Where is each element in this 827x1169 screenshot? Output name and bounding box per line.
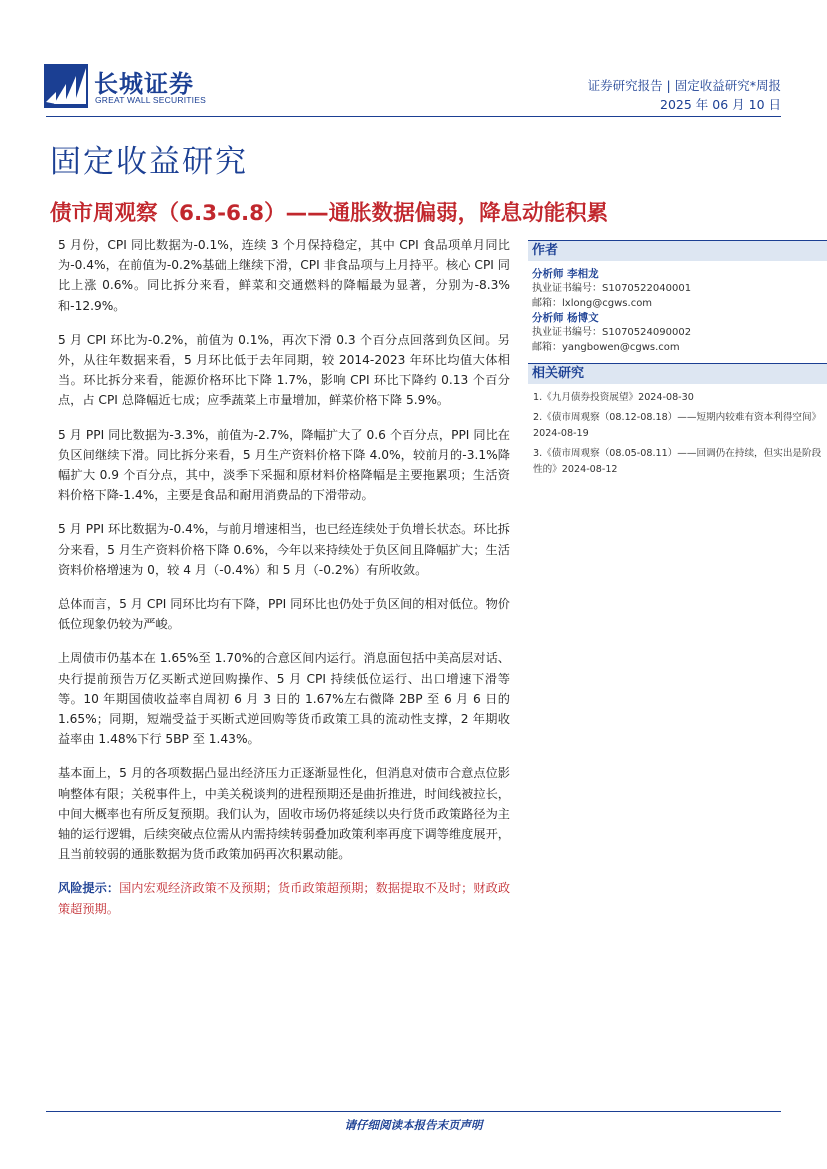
report-title: 债市周观察（6.3-6.8）——通胀数据偏弱，降息动能积累 (50, 201, 609, 226)
header-divider (46, 116, 781, 117)
section-title: 固定收益研究 (50, 144, 248, 180)
paragraph: 基本面上，5 月的各项数据凸显出经济压力正逐渐显性化，但消息对债市合意点位影响整体有限；关税事件上，中美关税谈判的进程预期还是曲折推进，时间线被拉长，中间大概率也有所反复预期。我们认为，固收市场仍将延续以央行货币政策路径为主轴的运行逻辑，后续突破点位需从内需持续转弱叠加政策利率再度下调等维度展开，且当前较弱的通胀数据为货币政策加码再次积累动能。 (58, 766, 510, 862)
related-research-list (528, 390, 827, 478)
header-meta (588, 76, 781, 114)
analyst-name: 分析师 李相龙 (532, 268, 599, 280)
analyst-email[interactable]: 邮箱：lxlong@cgws.com (532, 297, 653, 309)
paragraph: 5 月 PPI 同比数据为-3.3%，前值为-2.7%，降幅扩大了 0.6 个百分点，PPI 同比在负区间继续下滑。同比拆分来看，5 月生产资料价格下降 4.0%，较前月的-3.1%降幅扩大 0.9 个百分点，其中，淡季下采掘和原材料价格降幅是主要拖累项；生活资料价格下降-1.4%，主要是食品和耐用消费品的下滑带动。 (58, 427, 510, 503)
main-body (58, 235, 510, 933)
related-research-item[interactable]: 2.《债市周观察（08.12-08.18）——短期内较难有资本利得空间》2024-08-19 (533, 412, 822, 439)
paragraph: 5 月 PPI 环比数据为-0.4%，与前月增速相当，也已经连续处于负增长状态。环比拆分来看，5 月生产资料价格下降 0.6%，今年以来持续处于负区间且降幅扩大；生活资料价格增速为 0，较 4 月（-0.4%）和 5 月（-0.2%）有所收敛。 (58, 522, 510, 577)
analyst-card (528, 267, 827, 355)
analyst-cert: 执业证书编号：S1070524090002 (532, 327, 692, 338)
great-wall-logo-icon (44, 64, 88, 108)
authors-heading: 作者 (528, 240, 827, 261)
analyst-cert: 执业证书编号：S1070522040001 (532, 283, 692, 294)
logo-english-name: GREAT WALL SECURITIES (95, 95, 206, 105)
report-date: 2025 年 06 月 10 日 (660, 97, 781, 112)
company-logo (44, 64, 224, 108)
paragraph: 5 月份，CPI 同比数据为-0.1%，连续 3 个月保持稳定，其中 CPI 食品项单月同比为-0.4%，在前值为-0.2%基础上继续下滑，CPI 非食品项与上月持平。核心 CPI 同比上涨 0.6%。同比拆分来看，鲜菜和交通燃料的降幅最为显著，分别为-8.3%和-12.9%。 (58, 238, 510, 313)
related-research-item[interactable]: 1.《九月债券投资展望》2024-08-30 (533, 392, 694, 403)
sidebar (528, 240, 827, 482)
risk-warning (58, 878, 510, 918)
footer-divider (46, 1111, 781, 1112)
analyst-email[interactable]: 邮箱：yangbowen@cgws.com (532, 341, 680, 353)
related-research-heading: 相关研究 (528, 363, 827, 384)
analyst-name: 分析师 杨博文 (532, 312, 599, 324)
footer-disclaimer: 请仔细阅读本报告末页声明 (344, 1118, 483, 1132)
paragraph: 上周债市仍基本在 1.65%至 1.70%的合意区间内运行。消息面包括中美高层对话、央行提前预告万亿买断式逆回购操作、5 月 CPI 持续低位运行、出口增速下滑等等。10 年期国债收益率自周初 6 月 3 日的 1.67%左右微降 2BP 至 6 月 6 日的 1.65%；同期，短端受益于买断式逆回购等货币政策工具的流动性支撑，2 年期收益率由 1.48%下行 5BP 至 1.43%。 (58, 651, 510, 747)
risk-text: 国内宏观经济政策不及预期；货币政策超预期；数据提取不及时；财政政策超预期。 (58, 881, 511, 916)
paragraph: 总体而言，5 月 CPI 同环比均有下降，PPI 同环比也仍处于负区间的相对低位。物价低位现象仍较为严峻。 (58, 597, 510, 632)
logo-chinese-name: 长城证券 (94, 69, 194, 98)
report-type: 证券研究报告 | 固定收益研究*周报 (587, 78, 781, 93)
risk-label: 风险提示： (58, 881, 120, 896)
related-research-item[interactable]: 3.《债市周观察（08.05-08.11）——回调仍在持续，但实出是阶段性的》2024-08-12 (533, 448, 822, 475)
paragraph: 5 月 CPI 环比为-0.2%，前值为 0.1%，再次下滑 0.3 个百分点回落到负区间。另外，从往年数据来看，5 月环比低于去年同期，较 2014-2023 年环比均值大体相当。环比拆分来看，能源价格环比下降 1.7%，影响 CPI 环比下降约 0.13 个百分点，占 CPI 总降幅近七成；应季蔬菜上市量增加，鲜菜价格下降 5.9%。 (58, 332, 510, 408)
